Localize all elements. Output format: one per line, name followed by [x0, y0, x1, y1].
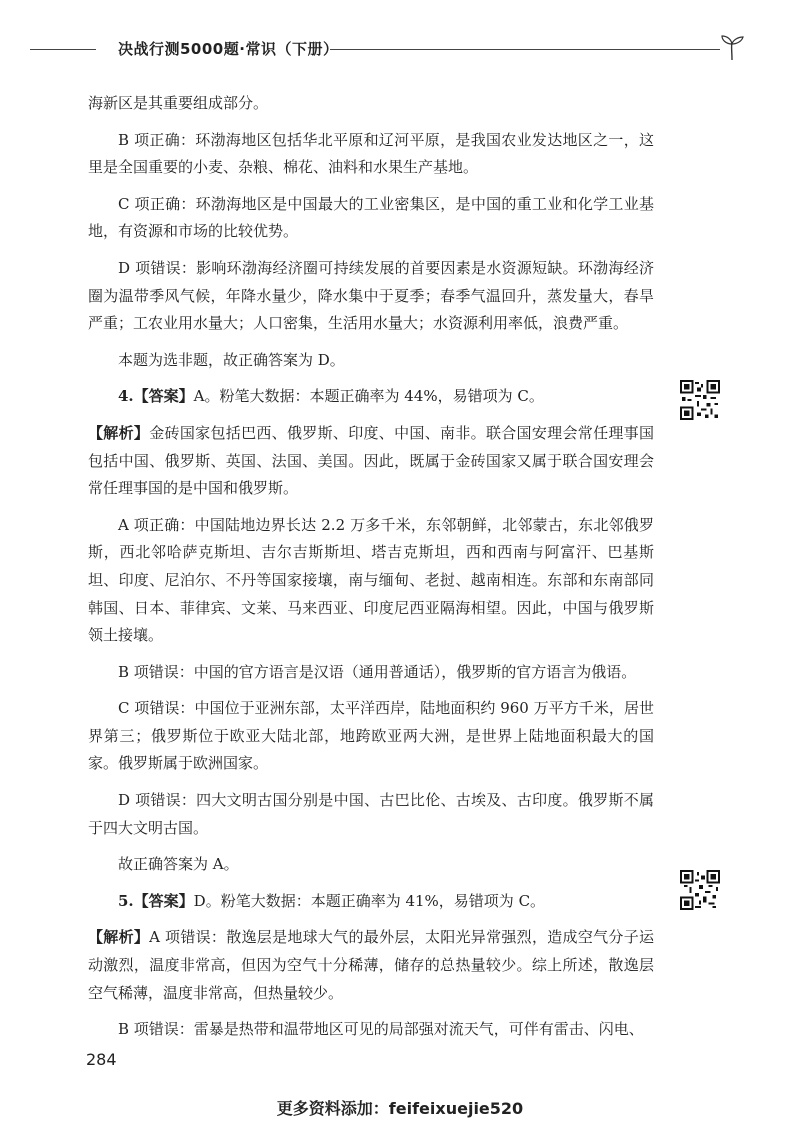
paragraph: A 项正确：中国陆地边界长达 2.2 万多千米，东邻朝鲜，北邻蒙古，东北邻俄罗斯，西北邻哈萨克斯坦、吉尔吉斯斯坦、塔吉克斯坦，西和西南与阿富汗、巴基斯坦、印度、尼泊尔、不丹等国家接壤，南与缅甸、老挝、越南相连。东部和东南部同韩国、日本、菲律宾、文莱、马来西亚、印度尼西亚隔海相望。因此，中国与俄罗斯领土接壤。: [88, 515, 654, 645]
answer-text: A。粉笔大数据：本题正确率为 44%，易错项为 C。: [193, 387, 544, 406]
analysis-text: A 项错误：散逸层是地球大气的最外层，太阳光异常强烈，造成空气分子运动激烈，温度非常高，但因为空气十分稀薄，储存的总热量较少。综上所述，散逸层空气稀薄，温度非常高，但热量较少。: [88, 928, 654, 1002]
analysis-paragraph: [88, 420, 654, 503]
paragraph: B 项正确：环渤海地区包括华北平原和辽河平原，是我国农业发达地区之一，这里是全国重要的小麦、杂粮、棉花、油料和水果生产基地。: [88, 130, 654, 177]
answer-line: [88, 383, 654, 411]
footer-note: 更多资料添加：feifeixuejie520: [276, 1099, 524, 1118]
answer-line: [88, 888, 654, 916]
page-header: [30, 34, 770, 64]
page-number: 284: [86, 1050, 117, 1069]
header-rule-right: [330, 49, 720, 50]
answer-text: D。粉笔大数据：本题正确率为 41%，易错项为 C。: [193, 891, 546, 910]
analysis-tag: 【解析】: [88, 423, 150, 442]
analysis-text: 金砖国家包括巴西、俄罗斯、印度、中国、南非。联合国安理会常任理事国包括中国、俄罗斯、英国、法国、美国。因此，既属于金砖国家又属于联合国安理会常任理事国的是中国和俄罗斯。: [88, 423, 654, 498]
answer-tag: 5.【答案】: [118, 891, 194, 910]
paragraph: B 项错误：中国的官方语言是汉语（通用普通话），俄罗斯的官方语言为俄语。: [118, 662, 637, 681]
analysis-tag: 【解析】: [88, 928, 150, 947]
sprout-icon: [718, 34, 746, 62]
paragraph: D 项错误：四大文明古国分别是中国、古巴比伦、古埃及、古印度。俄罗斯不属于四大文明古国。: [88, 791, 654, 837]
paragraph: 故正确答案为 A。: [118, 855, 239, 874]
answer-tag: 4.【答案】: [118, 387, 194, 406]
body-text: [88, 90, 654, 1044]
qr-code-icon[interactable]: [680, 870, 720, 910]
analysis-paragraph: [88, 924, 654, 1007]
running-title: 决战行测5000题·常识（下册）: [118, 40, 339, 58]
paragraph: C 项正确：环渤海地区是中国最大的工业密集区，是中国的重工业和化学工业基地，有资源和市场的比较优势。: [88, 194, 654, 241]
paragraph: B 项错误：雷暴是热带和温带地区可见的局部强对流天气，可伴有雷击、闪电、: [118, 1020, 644, 1039]
paragraph: 本题为选非题，故正确答案为 D。: [118, 350, 345, 369]
paragraph: D 项错误：影响环渤海经济圈可持续发展的首要因素是水资源短缺。环渤海经济圈为温带季风气候，年降水量少，降水集中于夏季；春季气温回升，蒸发量大，春旱严重；工农业用水量大；人口密集，生活用水量大；水资源利用率低，浪费严重。: [88, 258, 654, 333]
header-rule-left: [30, 49, 96, 50]
paragraph: 海新区是其重要组成部分。: [88, 94, 269, 112]
paragraph: C 项错误：中国位于亚洲东部，太平洋西岸，陆地面积约 960 万平方千米，居世界第三；俄罗斯位于欧亚大陆北部，地跨欧亚两大洲，是世界上陆地面积最大的国家。俄罗斯属于欧洲国家。: [88, 699, 654, 773]
qr-code-icon[interactable]: [680, 380, 720, 420]
